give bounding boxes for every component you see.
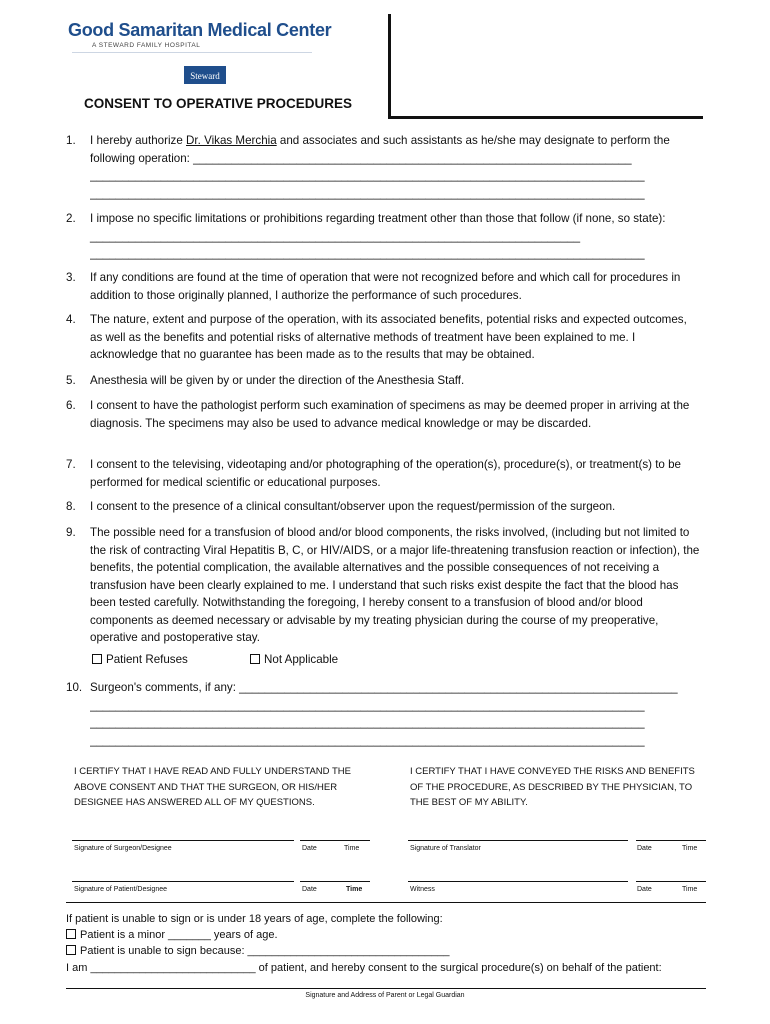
consent-item-3 [66,269,702,304]
consent-item-10 [66,679,702,749]
blank-line[interactable]: ______________________________________________________________________________________ [90,733,645,747]
witness-label: Witness [410,886,435,893]
option-label: Not Applicable [264,653,339,666]
consent-item-9 [66,524,702,647]
section-divider [66,902,706,903]
guardian-signature-line[interactable] [66,988,706,989]
hospital-subtitle: A STEWARD FAMILY HOSPITAL [92,42,201,49]
item-number: 5. [66,374,76,387]
hospital-name: Good Samaritan Medical Center [68,20,332,40]
option-label: Patient Refuses [106,653,188,666]
not-applicable-option[interactable] [250,653,338,666]
blank-line[interactable]: ______________________________________________________________________________________ [90,716,645,729]
surgeon-datetime-line[interactable] [300,840,370,841]
option-label: Patient is unable to sign because: _________________________________ [80,945,450,957]
item-number: 7. [66,458,76,471]
minor-option[interactable] [66,927,706,943]
consent-item-4 [66,311,702,364]
consent-item-2 [66,210,702,263]
witness-datetime-line[interactable] [636,881,706,882]
translator-signature-label: Signature of Translator [410,845,481,852]
blank-line[interactable]: ______________________________________________________________________________________ [90,186,645,200]
time-label: Time [344,845,360,852]
item-text: Anesthesia will be given by or under the direction of the Anesthesia Staff. [90,374,465,387]
patient-signature-line[interactable] [72,881,294,882]
patient-certification: I CERTIFY THAT I HAVE READ AND FULLY UNDERSTAND THE ABOVE CONSENT AND THAT THE SURGEON, OR HIS/HER DESIGNEE HAS ANSWERED ALL OF MY QUESTIONS. [74,766,351,808]
item-text: I consent to the televising, videotaping and/or photographing of the operation(s), procedure(s), or treatment(s) to be performed for medical scientific or educational purposes. [90,458,685,489]
item-text: If any conditions are found at the time of operation that were not recognized before and which call for procedures in addition to those originally planned, I authorize the performance of such procedures. [90,271,684,302]
time-label: Time [682,886,698,893]
item-number: 2. [66,212,76,225]
surgeon-signature-line[interactable] [72,840,294,841]
checkbox-icon[interactable] [66,929,76,939]
checkbox-icon[interactable] [92,654,102,664]
item-number: 9. [66,526,76,539]
translator-datetime-line[interactable] [636,840,706,841]
guardian-signature-label: Signature and Address of Parent or Legal Guardian [305,992,465,999]
date-label: Date [637,886,652,893]
item-number: 6. [66,399,76,412]
steward-logo-mark: Steward [184,66,226,84]
item-number: 4. [66,313,76,326]
blank-line[interactable]: ______________________________________________________________________________________ [90,247,645,260]
date-label: Date [302,845,317,852]
translator-certification: I CERTIFY THAT I HAVE CONVEYED THE RISKS AND BENEFITS OF THE PROCEDURE, AS DESCRIBED BY THE PHYSICIAN, TO THE BEST OF MY ABILITY. [410,766,695,808]
item-number: 1. [66,134,76,147]
logo-divider [72,52,312,53]
patient-label-area [388,14,703,119]
patient-refuses-option[interactable] [92,653,188,666]
witness-signature-line[interactable] [408,881,628,882]
translator-signature-line[interactable] [408,840,628,841]
item-text[interactable]: I impose no specific limitations or prohibitions regarding treatment other than those that follow (if none, so state): ____________________________________________________________________________ [90,212,669,243]
checkbox-icon[interactable] [250,654,260,664]
surgeon-signature-label: Signature of Surgeon/Designee [74,845,172,852]
checkbox-icon[interactable] [66,945,76,955]
date-label: Date [302,886,317,893]
patient-datetime-line[interactable] [300,881,370,882]
consent-item-1 [66,132,702,202]
form-title: CONSENT TO OPERATIVE PROCEDURES [84,96,353,111]
item-text: The possible need for a transfusion of blood and/or blood components, the risks involved, (including but not limited to the risk of contracting Viral Hepatitis B, C, or HIV/AIDS, or a major life-threatening transfusion reaction or infection), the benefits, the potential complication, the available alternatives and the possible consequences of not receiving a transfusion have been clearly explained to me. I understand that such risks exist despite the fact that the blood has been tested carefully. Notwithstanding the foregoing, I hereby consent to a transfusion of blood and/or blood components as deemed necessary or advisable by my treating physician during the course of my preoperative, operative and postoperative stay. [90,526,703,644]
consent-item-8 [66,498,702,516]
item-number: 8. [66,500,76,513]
consent-item-6 [66,397,702,432]
item-text-cont[interactable]: and associates and such assistants as he/she may designate to perform the following operation: ____________________________________________________________________ [90,134,674,165]
guardian-intro: If patient is unable to sign or is under 18 years of age, complete the following: [66,913,443,925]
guardian-relationship[interactable]: I am ___________________________ of patient, and hereby consent to the surgical procedure(s) on behalf of the patient: [66,962,662,974]
blank-line[interactable]: ______________________________________________________________________________________ [90,169,645,182]
unable-option[interactable] [66,943,706,959]
time-label: Time [346,886,363,893]
consent-item-5 [66,372,702,390]
date-label: Date [637,845,652,852]
item-text: I consent to the presence of a clinical consultant/observer upon the request/permission of the surgeon. [90,500,616,513]
option-label: Patient is a minor _______ years of age. [80,929,278,941]
surgeon-comments-label[interactable]: Surgeon's comments, if any: ____________________________________________________________________ [90,681,678,694]
item-number: 10. [66,681,83,694]
blank-line[interactable]: ______________________________________________________________________________________ [90,698,645,712]
item-text: I hereby authorize [90,134,187,147]
time-label: Time [682,845,698,852]
authorized-doctor: Dr. Vikas Merchia [186,134,277,147]
item-number: 3. [66,271,76,284]
consent-item-7 [66,456,702,491]
item-text: The nature, extent and purpose of the operation, with its associated benefits, potential risks and expected outcomes, as well as the benefits and potential risks of alternative methods of treatment have been explained to me. I acknowledge that no guarantee has been made as to the results that may be obtained. [90,313,691,361]
patient-signature-label: Signature of Patient/Designee [74,886,168,893]
item-text: I consent to have the pathologist perform such examination of specimens as may be deemed proper in arriving at the diagnosis. The specimens may also be used to advance medical knowledge or may be discarded. [90,399,693,430]
